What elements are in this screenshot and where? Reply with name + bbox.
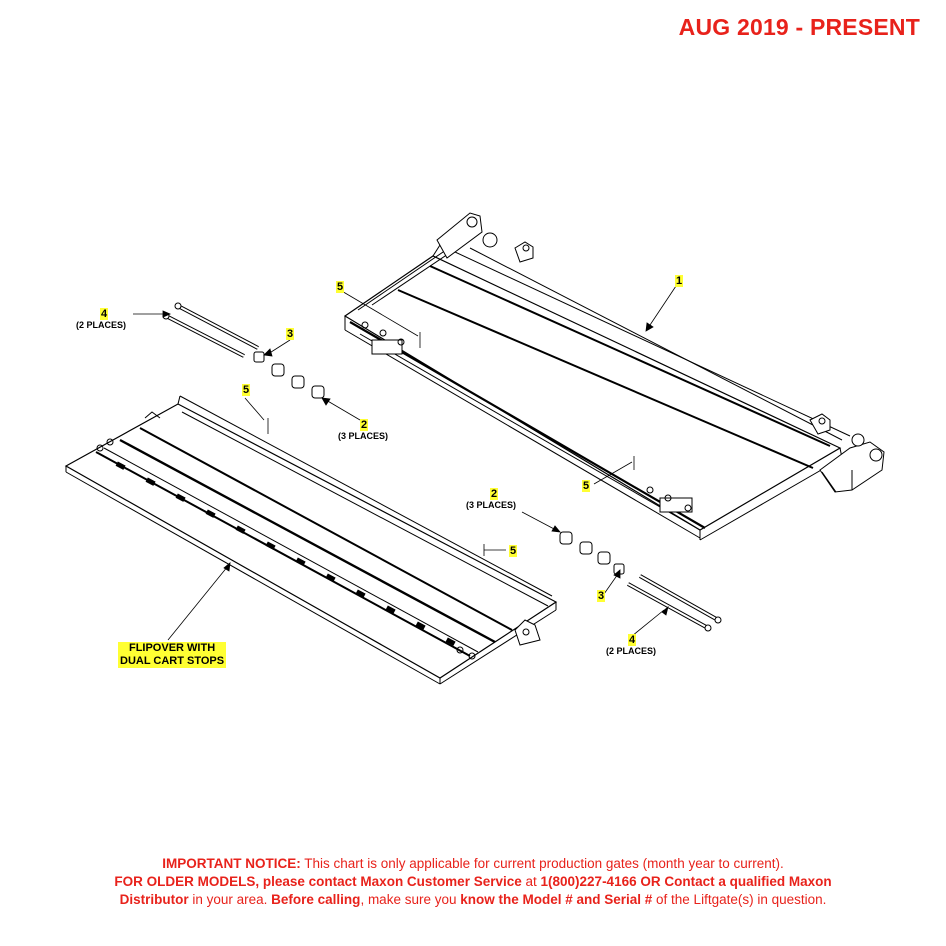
- callout-3-right: 3: [598, 590, 605, 602]
- hinge-pin-left: [163, 303, 258, 356]
- callout-2-right-note: (3 PLACES): [466, 500, 517, 510]
- bushings-right: [560, 532, 624, 574]
- flipover-label: [118, 642, 226, 668]
- flipover-platform: [66, 396, 556, 684]
- callout-5-flipover-right: 5: [510, 545, 517, 557]
- notice-line-3: Distributor in your area. Before calling, make sure you know the Model # and Serial # of the Liftgate(s) in question.: [119, 892, 827, 907]
- flipover-label-line1: FLIPOVER WITH: [118, 642, 226, 655]
- callout-4-right: 4: [629, 634, 636, 646]
- callout-4-right-note: (2 PLACES): [606, 646, 657, 656]
- bushings-left: [254, 352, 324, 398]
- callout-2-left-note: (3 PLACES): [338, 431, 389, 441]
- hinge-pin-right: [628, 576, 721, 631]
- callout-4-left: 4: [101, 308, 108, 320]
- date-range-title: AUG 2019 - PRESENT: [678, 14, 920, 40]
- callout-1: 1: [676, 275, 683, 287]
- callout-4-left-note: (2 PLACES): [76, 320, 127, 330]
- notice-line-2: FOR OLDER MODELS, please contact Maxon Customer Service at 1(800)227-4166 OR Contact a qualified Maxon: [114, 874, 832, 889]
- callout-5-flipover-top: 5: [243, 384, 250, 396]
- callout-5-main-left: 5: [337, 281, 344, 293]
- callout-2-left: 2: [361, 419, 368, 431]
- callout-2-right: 2: [491, 488, 498, 500]
- callout-3-left: 3: [287, 328, 294, 340]
- important-notice: [0, 855, 946, 909]
- flipover-label-line2: DUAL CART STOPS: [120, 655, 225, 667]
- notice-line-1: IMPORTANT NOTICE: This chart is only applicable for current production gates (month year to current).: [162, 856, 784, 871]
- main-platform: [345, 213, 884, 540]
- callout-5-main-right: 5: [583, 480, 590, 492]
